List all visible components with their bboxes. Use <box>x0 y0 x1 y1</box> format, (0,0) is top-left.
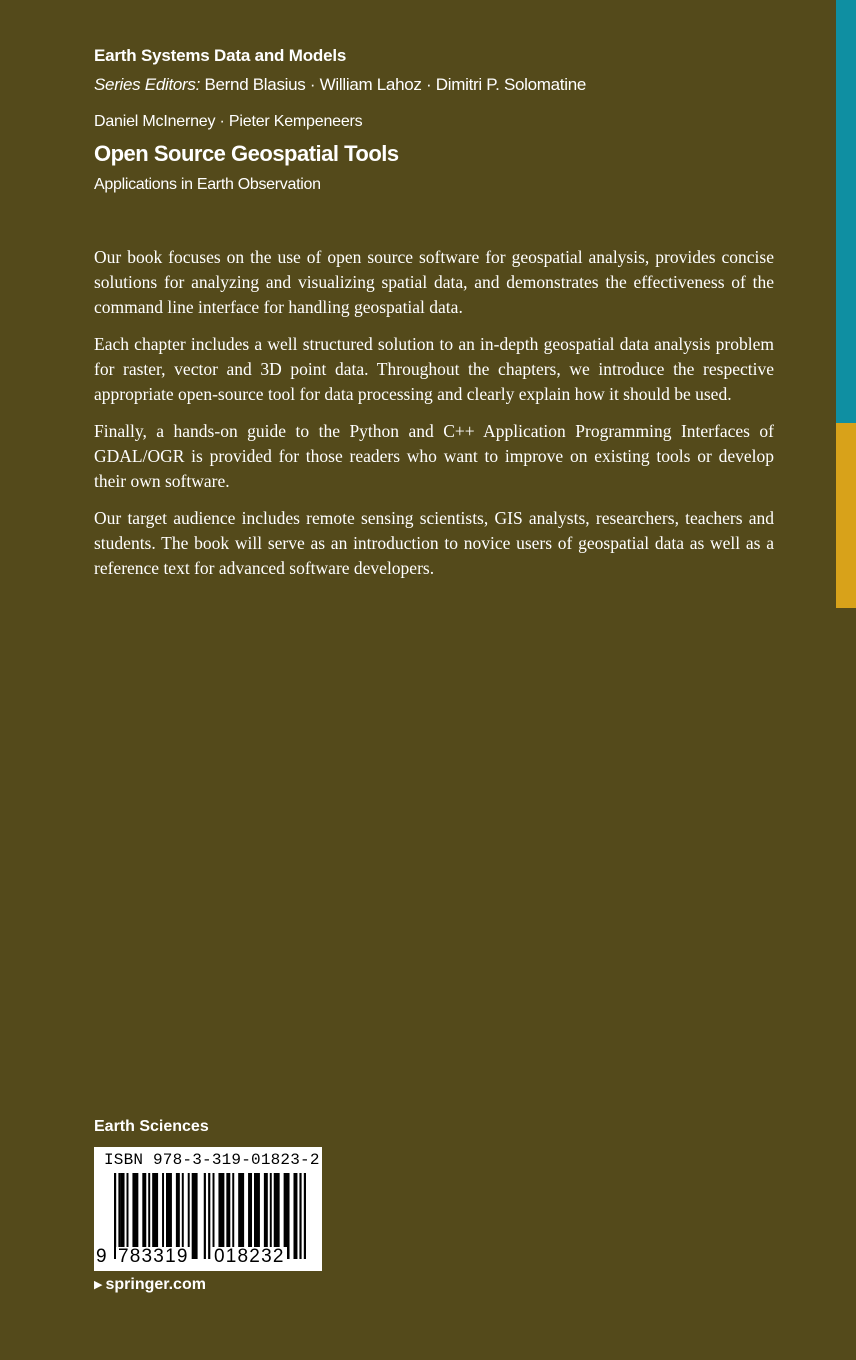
barcode-bar <box>204 1173 206 1259</box>
series-title: Earth Systems Data and Models <box>94 46 347 65</box>
teal-edge-stripe <box>836 0 856 423</box>
subject-category: Earth Sciences <box>94 1118 209 1135</box>
ean-first-digit: 9 <box>96 1246 107 1267</box>
publisher-url: springer.com <box>105 1276 206 1293</box>
series-editors-names: Bernd Blasius · William Lahoz · Dimitri P. Solomatine <box>204 75 587 94</box>
triangle-right-icon: ▶ <box>94 1279 103 1291</box>
book-authors: Daniel McInerney · Pieter Kempeneers <box>94 113 363 130</box>
isbn-barcode <box>94 1147 322 1271</box>
ean-left-digits: 783319 <box>118 1246 189 1267</box>
description-paragraph: Our book focuses on the use of open source software for geospatial analysis, provides concise solutions for analyzing and visualizing spatial data, and demonstrates the effectiveness of the command line interface for handling geospatial data. <box>94 247 774 317</box>
description-paragraph: Our target audience includes remote sensing scientists, GIS analysts, researchers, teachers and students. The book will serve as an introduction to novice users of geospatial data as well as a reference text for advanced software developers. <box>94 508 774 578</box>
barcode-bar <box>304 1173 306 1259</box>
barcode-bar <box>293 1173 297 1259</box>
ean-right-digits: 018232 <box>214 1246 285 1267</box>
description-paragraph: Finally, a hands-on guide to the Python and C++ Application Programming Interfaces of GDAL/OGR is provided for those readers who want to improve on existing tools or develop their own software. <box>94 421 774 491</box>
publisher-link[interactable] <box>94 1276 206 1294</box>
description-paragraph: Each chapter includes a well structured solution to an in-depth geospatial data analysis problem for raster, vector and 3D point data. Throughout the chapters, we introduce the respective appropriate open-source tool for data processing and clearly explain how it should be used. <box>94 334 774 404</box>
barcode-bar <box>192 1173 198 1259</box>
isbn-text: ISBN 978-3-319-01823-2 <box>104 1151 320 1169</box>
barcode-bar <box>299 1173 301 1259</box>
book-subtitle: Applications in Earth Observation <box>94 176 321 193</box>
gold-edge-stripe <box>836 423 856 608</box>
book-title: Open Source Geospatial Tools <box>94 141 399 166</box>
series-editors <box>94 75 586 95</box>
series-editors-label: Series Editors: <box>94 75 201 94</box>
book-description <box>94 245 774 593</box>
barcode-bar <box>208 1173 210 1259</box>
